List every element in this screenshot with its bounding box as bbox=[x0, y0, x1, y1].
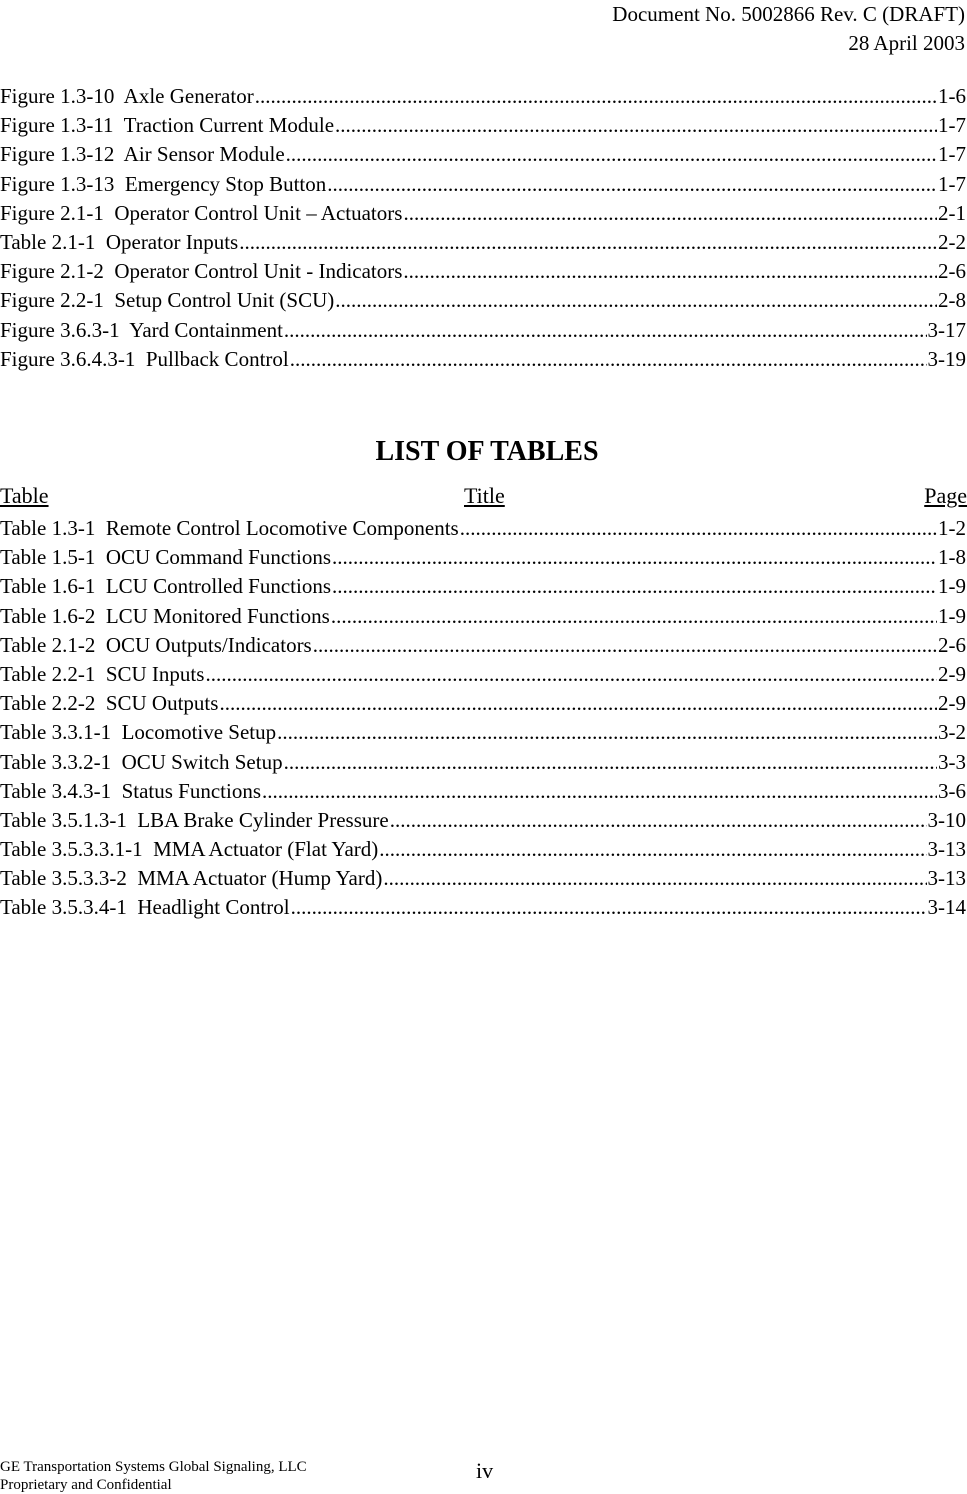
document-date: 28 April 2003 bbox=[848, 31, 965, 55]
entry-page: 1-8 bbox=[938, 545, 966, 570]
toc-entry[interactable] bbox=[0, 170, 966, 199]
entry-label: Table 3.5.3.4-1 Headlight Control bbox=[0, 895, 290, 920]
toc-entry[interactable] bbox=[0, 777, 966, 806]
dot-leader bbox=[277, 718, 937, 747]
dot-leader bbox=[460, 514, 937, 543]
dot-leader bbox=[205, 660, 937, 689]
toc-entry[interactable] bbox=[0, 572, 966, 601]
dot-leader bbox=[332, 543, 937, 572]
toc-entry[interactable] bbox=[0, 543, 966, 572]
list-of-tables-title: LIST OF TABLES bbox=[375, 436, 599, 467]
column-heading-page: Page bbox=[924, 483, 967, 508]
entry-label: Table 2.1-1 Operator Inputs bbox=[0, 229, 239, 254]
entry-page: 2-9 bbox=[938, 661, 966, 686]
toc-entry[interactable] bbox=[0, 631, 966, 660]
toc-entry[interactable] bbox=[0, 316, 966, 345]
dot-leader bbox=[379, 835, 926, 864]
entry-label: Figure 2.1-2 Operator Control Unit - Indicators bbox=[0, 259, 403, 284]
dot-leader bbox=[284, 748, 937, 777]
entry-label: Table 3.5.3.3.1-1 MMA Actuator (Flat Yard) bbox=[0, 837, 379, 862]
table-list bbox=[0, 514, 966, 923]
entry-label: Figure 2.2-1 Setup Control Unit (SCU) bbox=[0, 288, 335, 313]
dot-leader bbox=[284, 316, 927, 345]
toc-entry[interactable] bbox=[0, 689, 966, 718]
entry-page: 1-7 bbox=[938, 171, 966, 196]
dot-leader bbox=[291, 893, 927, 922]
entry-label: Figure 1.3-10 Axle Generator bbox=[0, 84, 254, 108]
toc-entry[interactable] bbox=[0, 345, 966, 374]
entry-label: Table 3.3.2-1 OCU Switch Setup bbox=[0, 749, 283, 774]
entry-label: Table 1.5-1 OCU Command Functions bbox=[0, 545, 332, 570]
entry-page: 2-2 bbox=[938, 229, 966, 254]
entry-label: Figure 1.3-11 Traction Current Module bbox=[0, 113, 335, 138]
toc-entry[interactable] bbox=[0, 257, 966, 286]
entry-label: Table 3.4.3-1 Status Functions bbox=[0, 778, 262, 803]
dot-leader bbox=[335, 286, 937, 315]
toc-entry[interactable] bbox=[0, 602, 966, 631]
entry-page: 3-3 bbox=[938, 749, 966, 774]
dot-leader bbox=[262, 777, 937, 806]
entry-label: Table 1.6-2 LCU Monitored Functions bbox=[0, 603, 330, 628]
dot-leader bbox=[255, 82, 937, 111]
dot-leader bbox=[219, 689, 937, 718]
dot-leader bbox=[331, 602, 937, 631]
entry-label: Table 2.2-2 SCU Outputs bbox=[0, 691, 219, 716]
entry-page: 2-6 bbox=[938, 632, 966, 657]
entry-page: 3-19 bbox=[927, 346, 966, 371]
entry-page: 3-13 bbox=[927, 866, 966, 891]
entry-label: Table 3.5.1.3-1 LBA Brake Cylinder Pressure bbox=[0, 807, 389, 832]
entry-label: Figure 2.1-1 Operator Control Unit – Actuators bbox=[0, 200, 403, 225]
toc-entry[interactable] bbox=[0, 806, 966, 835]
dot-leader bbox=[313, 631, 937, 660]
entry-page: 3-2 bbox=[938, 720, 966, 745]
entry-page: 2-8 bbox=[938, 288, 966, 313]
toc-entry[interactable] bbox=[0, 228, 966, 257]
dot-leader bbox=[335, 111, 937, 140]
page-number: iv bbox=[476, 1458, 494, 1483]
footer-confidentiality: Proprietary and Confidential bbox=[0, 1477, 172, 1493]
entry-label: Table 1.3-1 Remote Control Locomotive Components bbox=[0, 516, 459, 540]
entry-page: 2-1 bbox=[938, 200, 966, 225]
document-number: Document No. 5002866 Rev. C (DRAFT) bbox=[612, 2, 965, 26]
page-footer bbox=[0, 1458, 307, 1494]
dot-leader bbox=[403, 257, 937, 286]
toc-entry[interactable] bbox=[0, 111, 966, 140]
entry-label: Table 3.5.3.3-2 MMA Actuator (Hump Yard) bbox=[0, 866, 383, 891]
toc-entry[interactable] bbox=[0, 718, 966, 747]
toc-entry[interactable] bbox=[0, 864, 966, 893]
entry-page: 3-14 bbox=[927, 895, 966, 920]
toc-entry[interactable] bbox=[0, 660, 966, 689]
entry-page: 1-9 bbox=[938, 603, 966, 628]
dot-leader bbox=[327, 170, 937, 199]
dot-leader bbox=[239, 228, 937, 257]
dot-leader bbox=[390, 806, 927, 835]
toc-entry[interactable] bbox=[0, 748, 966, 777]
entry-label: Table 3.3.1-1 Locomotive Setup bbox=[0, 720, 277, 745]
entry-label: Table 2.1-2 OCU Outputs/Indicators bbox=[0, 632, 312, 657]
entry-page: 1-7 bbox=[938, 142, 966, 167]
document-header bbox=[612, 0, 965, 58]
toc-entry[interactable] bbox=[0, 286, 966, 315]
column-heading-title: Title bbox=[464, 483, 505, 508]
entry-page: 3-17 bbox=[927, 317, 966, 342]
dot-leader bbox=[290, 345, 927, 374]
entry-page: 2-6 bbox=[938, 259, 966, 284]
entry-page: 1-2 bbox=[938, 516, 966, 540]
entry-label: Figure 1.3-12 Air Sensor Module bbox=[0, 142, 285, 167]
entry-label: Table 2.2-1 SCU Inputs bbox=[0, 661, 205, 686]
column-heading-table: Table bbox=[0, 483, 49, 508]
entry-label: Figure 1.3-13 Emergency Stop Button bbox=[0, 171, 327, 196]
dot-leader bbox=[332, 572, 937, 601]
toc-entry[interactable] bbox=[0, 893, 966, 922]
entry-label: Figure 3.6.4.3-1 Pullback Control bbox=[0, 346, 289, 371]
entry-page: 3-6 bbox=[938, 778, 966, 803]
entry-page: 1-9 bbox=[938, 574, 966, 599]
dot-leader bbox=[286, 140, 937, 169]
toc-entry[interactable] bbox=[0, 514, 966, 543]
entry-page: 3-13 bbox=[927, 837, 966, 862]
entry-page: 1-7 bbox=[938, 113, 966, 138]
footer-company: GE Transportation Systems Global Signaling, LLC bbox=[0, 1459, 307, 1475]
entry-label: Table 1.6-1 LCU Controlled Functions bbox=[0, 574, 331, 599]
toc-entry[interactable] bbox=[0, 82, 966, 111]
entry-page: 1-6 bbox=[938, 84, 966, 108]
dot-leader bbox=[403, 199, 937, 228]
dot-leader bbox=[383, 864, 926, 893]
entry-page: 3-10 bbox=[927, 807, 966, 832]
column-headings bbox=[0, 481, 967, 511]
entry-label: Figure 3.6.3-1 Yard Containment bbox=[0, 317, 283, 342]
entry-page: 2-9 bbox=[938, 691, 966, 716]
toc-entry[interactable] bbox=[0, 199, 966, 228]
figure-list bbox=[0, 82, 966, 374]
toc-entry[interactable] bbox=[0, 835, 966, 864]
toc-entry[interactable] bbox=[0, 140, 966, 169]
